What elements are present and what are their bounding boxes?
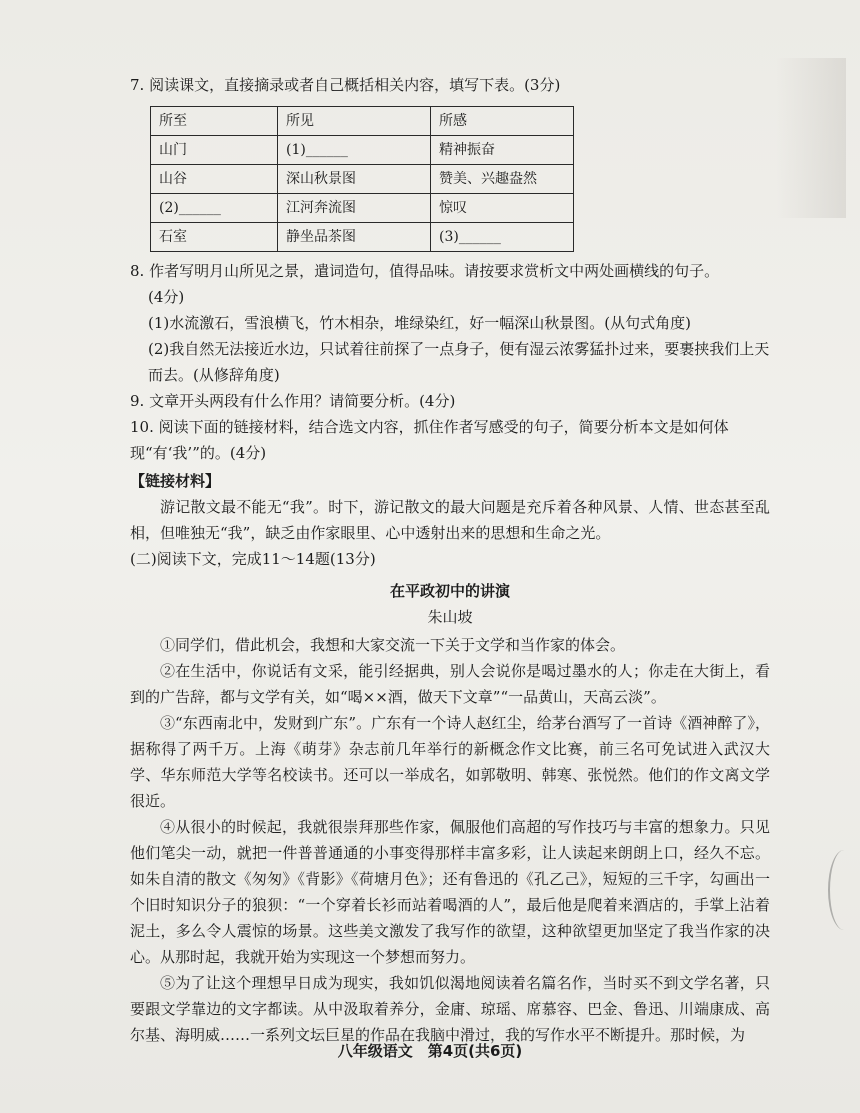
table-cell: (1)______ [278, 136, 431, 165]
table-cell: 静坐品茶图 [278, 223, 431, 252]
table-header-cell: 所至 [151, 107, 278, 136]
table-row [151, 194, 574, 223]
question-7-prompt: 7. 阅读课文，直接摘录或者自己概括相关内容，填写下表。(3分) [130, 76, 561, 94]
table-cell: 山谷 [151, 165, 278, 194]
exam-content [130, 72, 770, 1048]
table-cell: 赞美、兴趣盎然 [431, 165, 574, 194]
table-cell: (2)______ [151, 194, 278, 223]
question-8-item-2: (2)我自然无法接近水边，只试着往前探了一点身子，便有湿云浓雾猛扑过来，要裹挟我们上天而去。(从修辞角度) [148, 340, 770, 384]
article-paragraph-3: ③“东西南北中，发财到广东”。广东有一个诗人赵红尘，给茅台酒写了一首诗《酒神醉了》，据称得了两千万。上海《萌芽》杂志前几年举行的新概念作文比赛，前三名可免试进入武汉大学、华东师范大学等名校读书。还可以一举成名，如郭敬明、韩寒、张悦然。他们的作文离文学很近。 [130, 714, 770, 810]
table-cell: (3)______ [431, 223, 574, 252]
question-8-item-1: (1)水流激石，雪浪横飞，竹木相杂，堆绿染红，好一幅深山秋景图。(从句式角度) [148, 314, 691, 332]
page-footer: 八年级语文 第4页(共6页) [337, 1042, 523, 1060]
question-8-score: (4分) [148, 288, 185, 306]
question-9-prompt: 9. 文章开头两段有什么作用？请简要分析。(4分) [130, 392, 456, 410]
link-material-heading: 【链接材料】 [130, 472, 221, 490]
article-title: 在平政初中的讲演 [389, 582, 510, 600]
table-cell: 精神振奋 [431, 136, 574, 165]
table-row [151, 165, 574, 194]
link-material-text: 游记散文最不能无“我”。时下，游记散文的最大问题是充斥着各种风景、人情、世态甚至乱相，但唯独无“我”，缺乏由作家眼里、心中透射出来的思想和生命之光。 [130, 498, 770, 542]
article-author: 朱山坡 [427, 608, 473, 626]
bleed-through-shadow [776, 58, 846, 218]
section-2-prompt: (二)阅读下文，完成11～14题(13分) [130, 550, 376, 568]
article-paragraph-5: ⑤为了让这个理想早日成为现实，我如饥似渴地阅读着名篇名作，当时买不到文学名著，只要跟文学靠边的文字都读。从中汲取着养分，金庸、琼瑶、席慕容、巴金、鲁迅、川端康成、高尔基、海明威……一系列文坛巨星的作品在我脑中滑过，我的写作水平不断提升。那时候，为 [130, 974, 770, 1044]
question-7-table [150, 106, 574, 252]
table-cell: 深山秋景图 [278, 165, 431, 194]
table-cell: 惊叹 [431, 194, 574, 223]
table-cell: 江河奔流图 [278, 194, 431, 223]
table-header-cell: 所见 [278, 107, 431, 136]
article-paragraph-4: ④从很小的时候起，我就很崇拜那些作家，佩服他们高超的写作技巧与丰富的想象力。只见他们笔尖一动，就把一件普普通通的小事变得那样丰富多彩，让人读起来朗朗上口，经久不忘。如朱自清的散文《匆匆》《背影》《荷塘月色》；还有鲁迅的《孔乙己》，短短的三千字，勾画出一个旧时知识分子的狼狈：“一个穿着长衫而站着喝酒的人”，最后他是爬着来酒店的，手掌上沾着泥土，多么令人震惊的场景。这些美文激发了我写作的欲望，这种欲望更加坚定了我当作家的决心。从那时起，我就开始为实现这一个梦想而努力。 [130, 818, 770, 966]
article-paragraph-2: ②在生活中，你说话有文采，能引经据典，别人会说你是喝过墨水的人；你走在大街上，看到的广告辞，都与文学有关，如“喝××酒，做天下文章”“一品黄山，天高云淡”。 [130, 662, 770, 706]
table-cell: 石室 [151, 223, 278, 252]
table-row [151, 223, 574, 252]
table-header-row [151, 107, 574, 136]
question-10-prompt: 10. 阅读下面的链接材料，结合选文内容，抓住作者写感受的句子，简要分析本文是如何体现“有‘我’”的。(4分) [130, 418, 729, 462]
article-paragraph-1: ①同学们，借此机会，我想和大家交流一下关于文学和当作家的体会。 [160, 636, 626, 654]
table-header-cell: 所感 [431, 107, 574, 136]
page-edge-mark [828, 850, 860, 930]
table-cell: 山门 [151, 136, 278, 165]
question-8-prompt: 8. 作者写明月山所见之景，遣词造句，值得品味。请按要求赏析文中两处画横线的句子。 [130, 262, 720, 280]
table-row [151, 136, 574, 165]
